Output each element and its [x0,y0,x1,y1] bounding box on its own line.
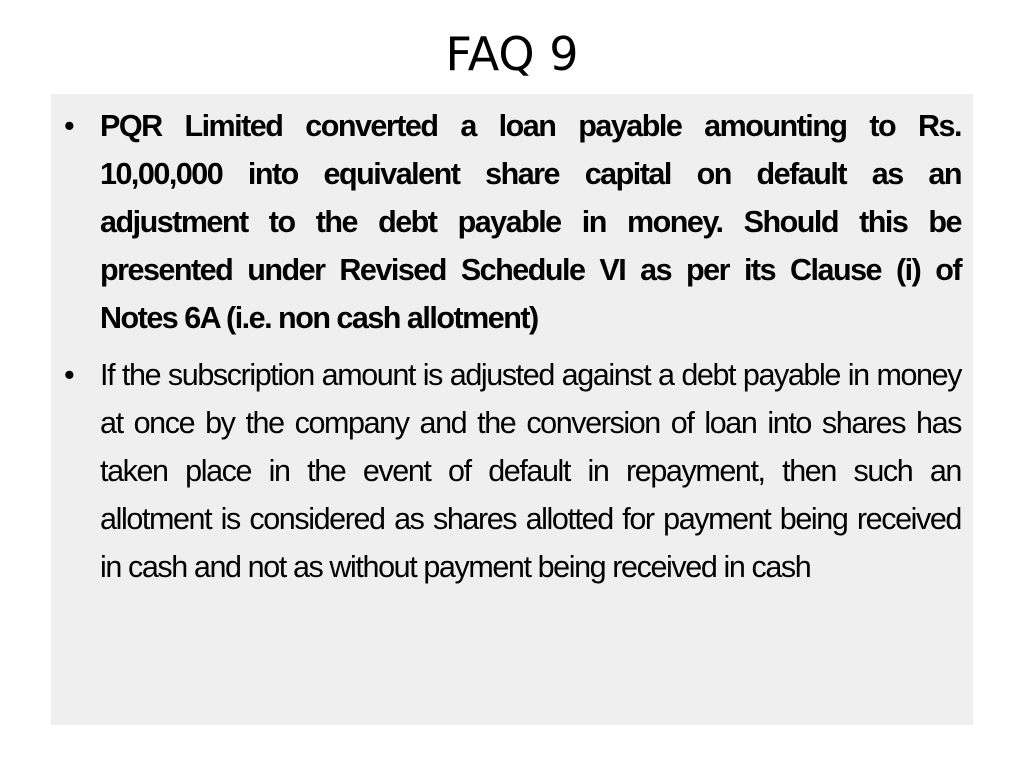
bullet-item-answer [55,351,961,591]
bullet-dot-icon: • [64,358,74,392]
content-box [51,94,973,725]
bullet-dot-icon: • [64,109,74,143]
bullet-item-question [55,102,961,342]
bullet-list [55,102,961,591]
slide-title: FAQ 9 [445,27,579,81]
answer-text: If the subscription amount is adjusted against a debt payable in money at once by the company and the conversion of loan into shares has taken place in the event of default in repayment, then such an allotment is considered as shares allotted for payment being received in cash and not as without payment being received in cash [100,358,961,584]
question-text: PQR Limited converted a loan payable amounting to Rs. 10,00,000 into equivalent share capital on default as an adjustment to the debt payable in money. Should this be presented under Revised Schedule VI as per its Clause (i) of Notes 6A (i.e. non cash allotment) [100,109,961,335]
